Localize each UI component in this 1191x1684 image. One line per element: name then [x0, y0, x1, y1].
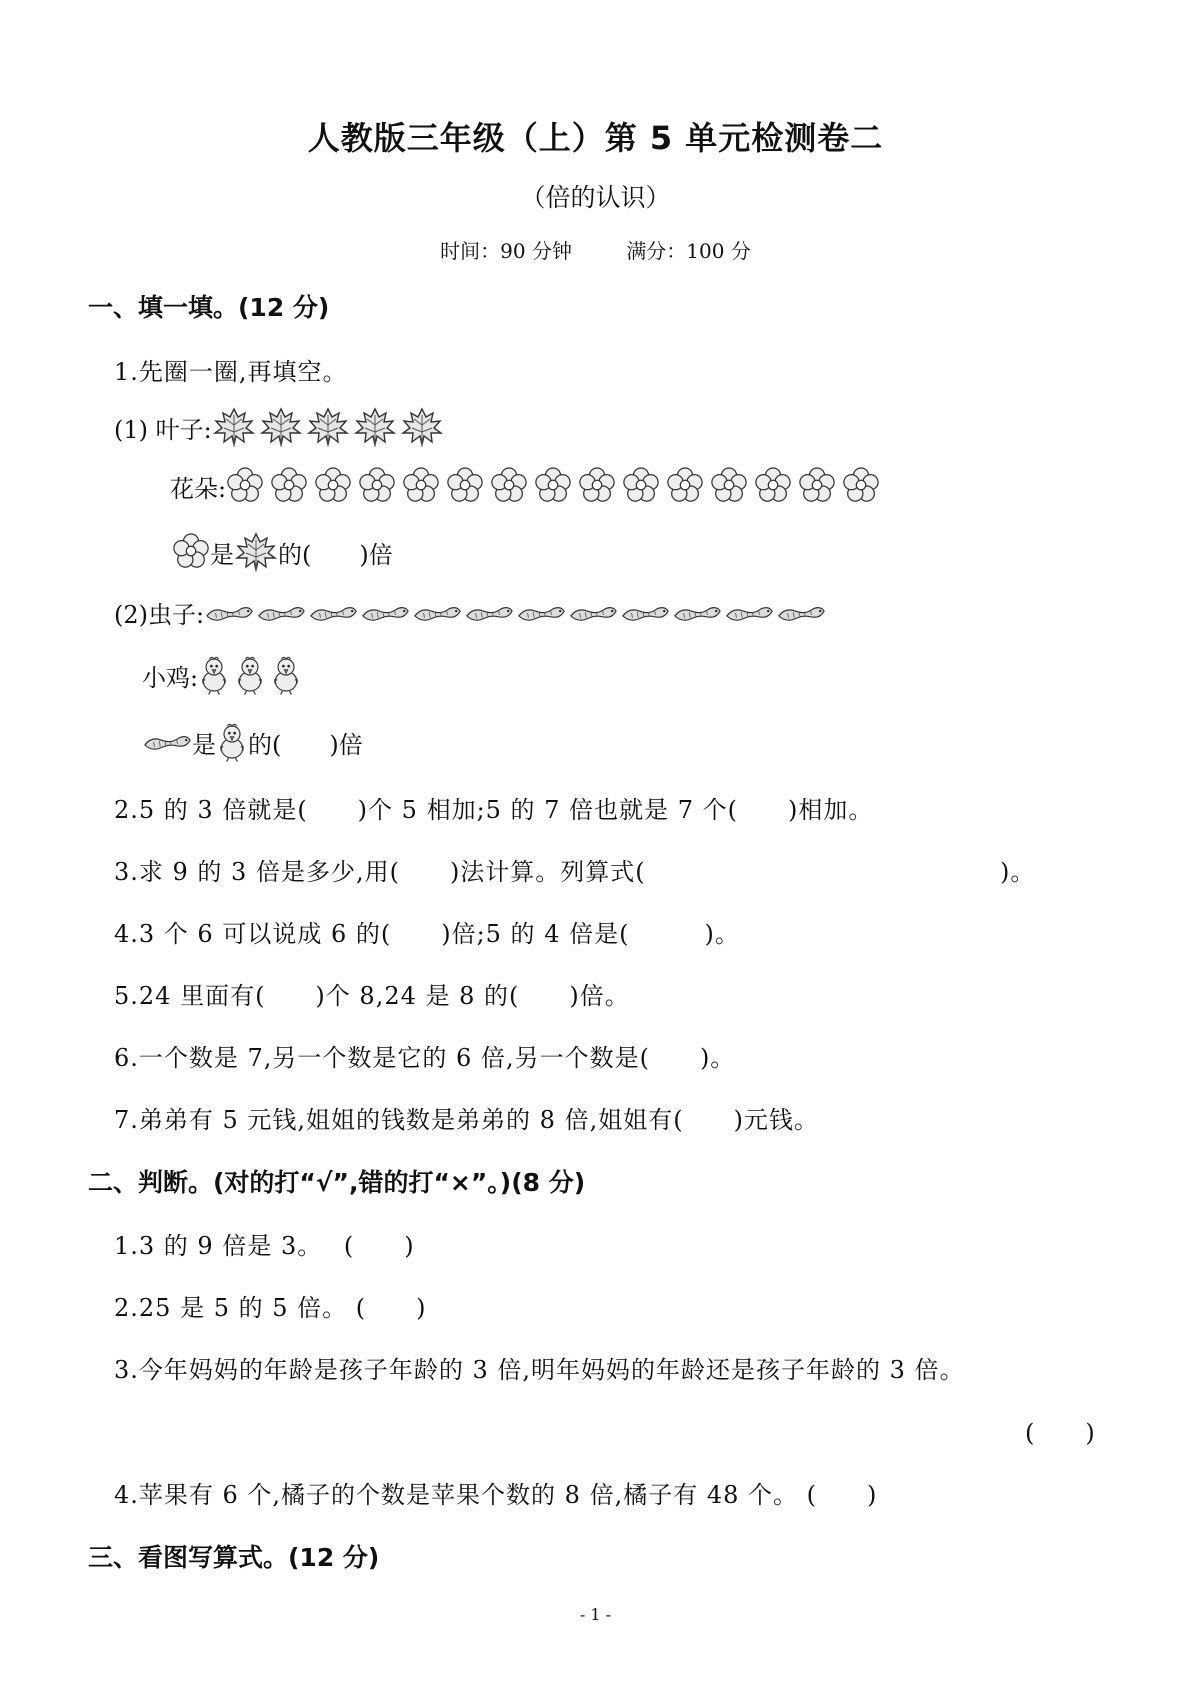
leaf-icon: [306, 405, 350, 449]
chick-icon: [198, 655, 230, 695]
s1-q1-part1-answer: [172, 530, 393, 574]
answer-rest-text[interactable]: 的( )倍: [278, 540, 393, 569]
flower-icon: [358, 467, 396, 505]
answer-is-text: 是: [192, 730, 216, 759]
section1-heading: 一、填一填。(12 分): [88, 293, 330, 322]
s1-q3: 3.求 9 的 3 倍是多少,用( )法计算。列算式(: [114, 858, 646, 886]
page-subtitle: （倍的认识）: [520, 183, 671, 212]
chick-icon: [216, 722, 248, 762]
worm-icon: [256, 603, 306, 623]
s1-q5: 5.24 里面有( )个 8,24 是 8 的( )倍。: [114, 982, 630, 1010]
flower-icon: [534, 467, 572, 505]
flower-icon: [622, 467, 660, 505]
leaf-label: (1) 叶子:: [114, 415, 212, 444]
worm-icon: [568, 603, 618, 623]
leaf-icon: [400, 405, 444, 449]
s2-q3-paren[interactable]: ( ): [1025, 1419, 1096, 1447]
chick-icon: [270, 655, 302, 695]
s1-q3-end: )。: [1000, 858, 1036, 886]
s1-q4: 4.3 个 6 可以说成 6 的( )倍;5 的 4 倍是( )。: [114, 920, 740, 948]
flower-icon: [172, 533, 210, 571]
leaf-icon: [234, 530, 278, 574]
s2-q2: 2.25 是 5 的 5 倍。 ( ): [114, 1294, 427, 1322]
s2-q1: 1.3 的 9 倍是 3。 ( ): [114, 1232, 415, 1260]
s2-q3: 3.今年妈妈的年龄是孩子年龄的 3 倍,明年妈妈的年龄还是孩子年龄的 3 倍。: [114, 1356, 965, 1384]
s1-q6: 6.一个数是 7,另一个数是它的 6 倍,另一个数是( )。: [114, 1044, 736, 1072]
flower-icon: [446, 467, 484, 505]
worm-icon: [672, 603, 722, 623]
chick-icons: [198, 655, 306, 695]
flower-icon: [402, 467, 440, 505]
flower-icon: [754, 467, 792, 505]
answer-rest-text[interactable]: 的( )倍: [248, 730, 363, 759]
page-number: - 1 -: [579, 1605, 612, 1624]
leaf-icons: [212, 405, 447, 449]
exam-score: 满分：100 分: [626, 239, 751, 263]
s1-q2: 2.5 的 3 倍就是( )个 5 相加;5 的 7 倍也就是 7 个( )相加。: [114, 796, 874, 824]
answer-is-text: 是: [210, 540, 234, 569]
s1-q1-leaf-row: [114, 405, 447, 449]
flower-label: 花朵:: [170, 474, 227, 503]
worm-icon: [724, 603, 774, 623]
worm-label: (2)虫子:: [114, 601, 205, 629]
worm-icon: [360, 603, 410, 623]
s1-q1-chick-row: [142, 655, 306, 695]
flower-icon: [710, 467, 748, 505]
flower-icon: [270, 467, 308, 505]
exam-meta: [0, 235, 1191, 264]
flower-icon: [490, 467, 528, 505]
worm-icon: [308, 603, 358, 623]
worm-icon: [776, 603, 826, 623]
page-title: 人教版三年级（上）第 5 单元检测卷二: [307, 119, 884, 157]
worm-icon: [142, 732, 192, 752]
worm-icons: [204, 603, 828, 623]
worm-icon: [204, 603, 254, 623]
section3-heading: 三、看图写算式。(12 分): [88, 1543, 380, 1572]
worm-icon: [412, 603, 462, 623]
s1-q7: 7.弟弟有 5 元钱,姐姐的钱数是弟弟的 8 倍,姐姐有( )元钱。: [114, 1106, 819, 1134]
worm-icon: [464, 603, 514, 623]
s1-q1-flower-row: [170, 467, 886, 505]
worm-icon: [516, 603, 566, 623]
s1-q1-part2-answer: [142, 722, 363, 762]
section2-heading: 二、判断。(对的打“√”,错的打“×”。)(8 分): [88, 1168, 586, 1197]
flower-icon: [798, 467, 836, 505]
exam-time: 时间：90 分钟: [440, 239, 572, 263]
flower-icon: [578, 467, 616, 505]
worm-icon: [620, 603, 670, 623]
flower-icon: [226, 467, 264, 505]
leaf-icon: [353, 405, 397, 449]
flower-icon: [314, 467, 352, 505]
chick-icon: [234, 655, 266, 695]
s1-q1-text: 1.先圈一圈,再填空。: [114, 358, 348, 386]
flower-icons: [226, 467, 886, 505]
leaf-icon: [212, 405, 256, 449]
s2-q4: 4.苹果有 6 个,橘子的个数是苹果个数的 8 倍,橘子有 48 个。 ( ): [114, 1481, 878, 1509]
flower-icon: [666, 467, 704, 505]
s1-q1-worm-row: [114, 595, 828, 630]
chick-label: 小鸡:: [142, 663, 199, 692]
flower-icon: [842, 467, 880, 505]
leaf-icon: [259, 405, 303, 449]
